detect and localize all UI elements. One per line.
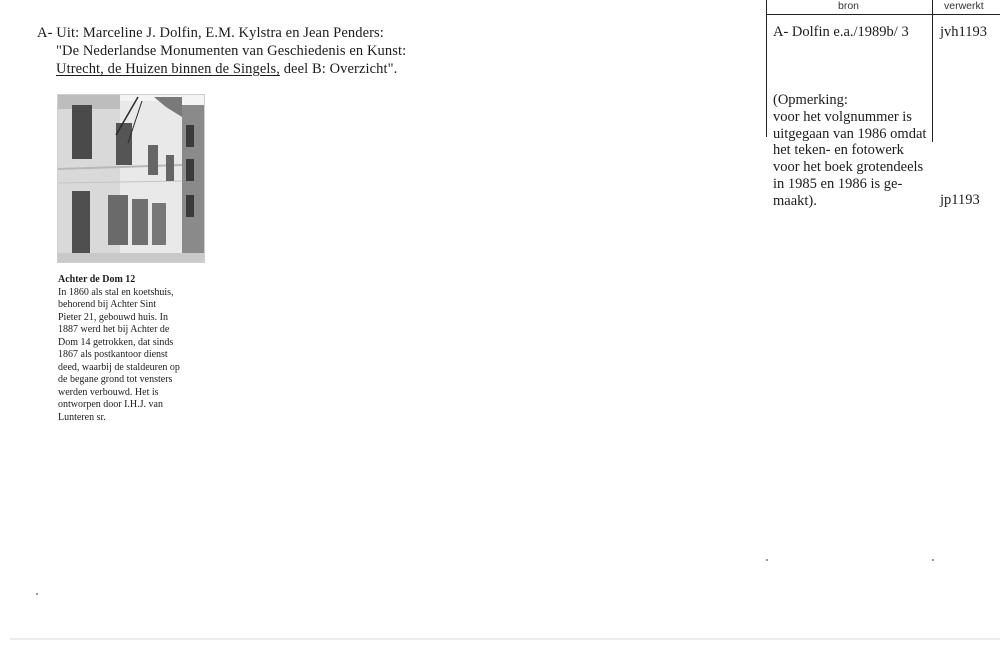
caption-line: werden verbouwd. Het is [58, 386, 159, 398]
caption-line: Dom 14 getrokken, dat sinds [58, 336, 174, 348]
caption-line: behorend bij Achter Sint [58, 299, 157, 310]
caption-line: 1887 werd het bij Achter de [58, 324, 170, 335]
bron-column-header: bron [838, 0, 860, 12]
verwerkt-column-header: verwerkt [944, 0, 984, 12]
caption-line: Pieter 21, gebouwd huis. In [58, 311, 168, 323]
caption-line: 1867 als postkantoor dienst [58, 349, 168, 360]
scan-speck [36, 593, 38, 595]
bron-entry: A- Dolfin e.a./1989b/ 3 [773, 24, 909, 40]
note-line: (Opmerking: [773, 92, 848, 108]
verwerkt-code-1: jvh1193 [940, 24, 987, 40]
scan-speck [932, 559, 934, 561]
building-photo [57, 94, 205, 263]
source-reference [37, 24, 406, 78]
reference-marker: A- [37, 25, 53, 41]
header-bottom-rule [766, 14, 1000, 15]
building-photo-graphic [58, 95, 204, 262]
note-line: uitgegaan van 1986 omdat [773, 125, 927, 142]
caption-line: In 1860 als stal en koetshuis, [58, 286, 174, 298]
photo-caption [58, 274, 208, 424]
note-line: voor het boek grotendeels [773, 159, 924, 176]
reference-book-part: deel B: Overzicht". [279, 61, 398, 77]
reference-line-2: "De Nederlandse Monumenten van Geschiedenis en Kunst: [56, 43, 407, 59]
note-line: het teken- en fotowerk [773, 142, 904, 159]
caption-title: Achter de Dom 12 [58, 274, 136, 285]
caption-line: de begane grond tot vensters [58, 374, 173, 385]
note-line: voor het volgnummer is [773, 108, 912, 125]
scan-edge [10, 638, 1000, 640]
bron-note [773, 92, 943, 210]
verwerkt-code-2: jp1193 [940, 192, 980, 208]
scan-speck [766, 559, 768, 561]
reference-book-title: Utrecht, de Huizen binnen de Singels, [56, 61, 280, 77]
note-line: maakt). [773, 192, 817, 209]
reference-authors: Uit: Marceline J. Dolfin, E.M. Kylstra en Jean Penders: [56, 25, 384, 41]
note-line: in 1985 en 1986 is ge- [773, 175, 903, 192]
reference-line-1 [37, 24, 406, 42]
caption-line: deed, waarbij de staldeuren op [58, 361, 180, 373]
bron-left-rule [766, 0, 767, 137]
reference-line-3 [37, 60, 406, 78]
caption-line: ontworpen door I.H.J. van [58, 399, 163, 410]
caption-line: Lunteren sr. [58, 411, 106, 423]
